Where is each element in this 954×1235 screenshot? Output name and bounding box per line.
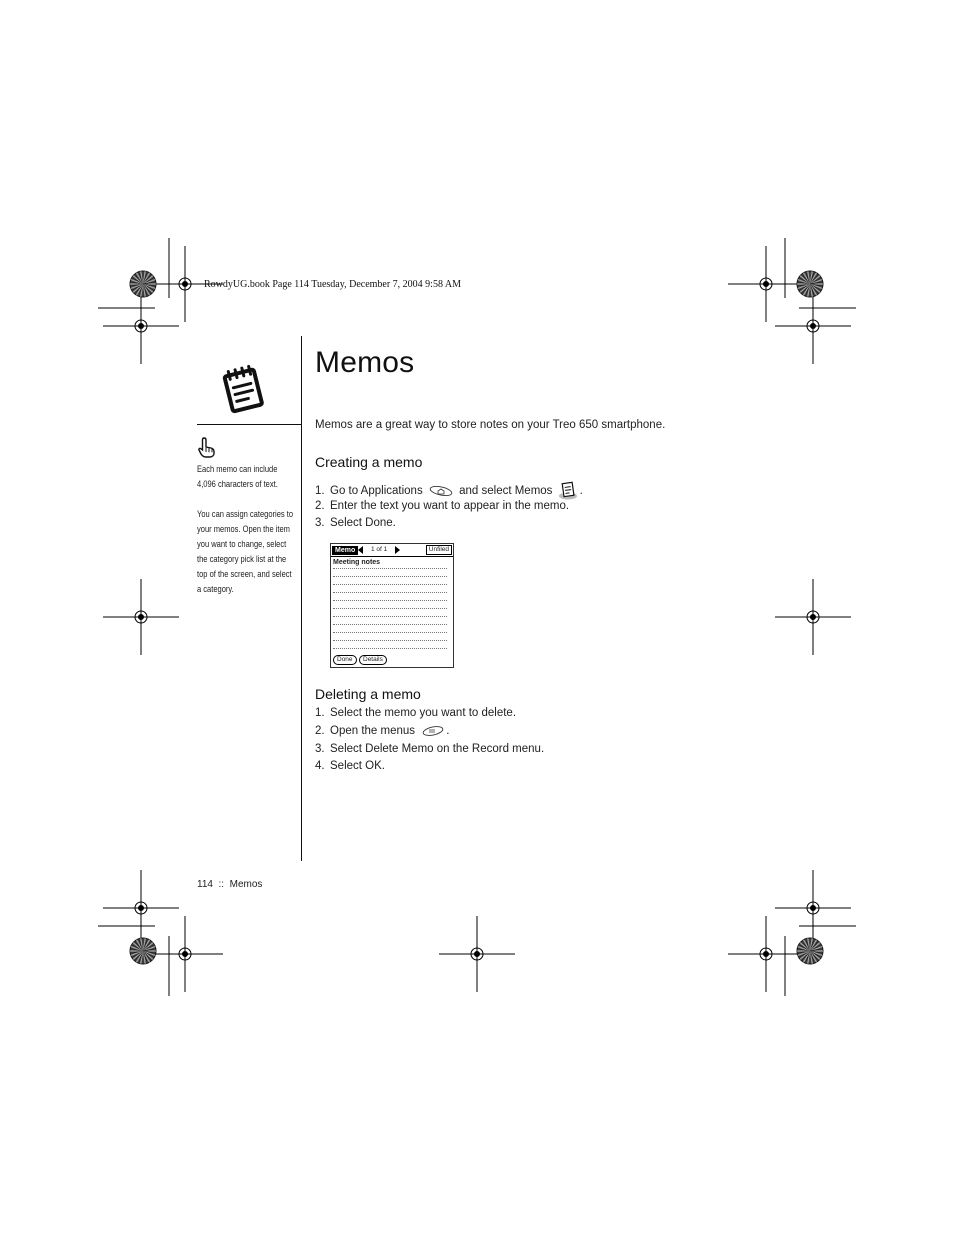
memo-tab: Memo (332, 546, 358, 555)
print-header: RowdyUG.book Page 114 Tuesday, December 7, 2004 9:58 AM (204, 279, 462, 290)
memo-line (333, 624, 447, 625)
registration-target (775, 288, 851, 364)
page-title: Memos (315, 346, 415, 379)
memo-pager: 1 of 1 (371, 546, 388, 553)
list-item: 3. Select Delete Memo on the Record menu. (315, 743, 545, 755)
memo-line (333, 576, 447, 577)
page-number: 114 (197, 879, 213, 890)
memo-line (333, 592, 447, 593)
pointing-hand-icon (198, 436, 216, 458)
prev-arrow-icon (358, 546, 364, 554)
list-item: 2. Enter the text you want to appear in the memo. (315, 500, 570, 512)
memo-line (333, 600, 447, 601)
memo-line (333, 648, 447, 649)
menu-button-icon (421, 725, 445, 737)
section-heading-deleting: Deleting a memo (315, 686, 421, 702)
registration-target (728, 246, 804, 322)
memo-line (333, 608, 447, 609)
registration-target (147, 916, 223, 992)
memo-heading: Meeting notes (333, 559, 381, 566)
list-item: 1. Select the memo you want to delete. (315, 707, 517, 719)
memo-screen-illustration (330, 543, 454, 668)
registration-target (103, 870, 179, 946)
sidebar-tip-1: Each memo can include 4,096 characters of text. (197, 464, 278, 489)
screen-rule (331, 556, 453, 557)
list-item: 2. Open the menus . (315, 725, 450, 738)
registration-target (103, 579, 179, 655)
sidebar-tip-2: You can assign categories to your memos. Open the item you want to change, select the category pick list at the top of the screen, and select a category. (197, 509, 294, 594)
memo-line (333, 640, 447, 641)
applications-button-icon (428, 485, 454, 497)
sidebar-rule (197, 424, 301, 425)
done-button: Done (333, 655, 357, 665)
footer-separator: :: (218, 879, 225, 890)
memo-line (333, 632, 447, 633)
memo-line (333, 616, 447, 617)
intro-paragraph: Memos are a great way to store notes on your Treo 650 smartphone. (315, 419, 666, 431)
starburst-mark (130, 271, 156, 297)
list-item: 3. Select Done. (315, 517, 396, 529)
footer-section: Memos (229, 879, 263, 890)
category-picker: Unfiled (426, 545, 452, 555)
column-divider (301, 336, 302, 861)
registration-target (775, 870, 851, 946)
next-arrow-icon (395, 546, 401, 554)
starburst-mark (797, 271, 823, 297)
section-heading-creating: Creating a memo (315, 454, 423, 470)
registration-target (728, 916, 804, 992)
memos-app-icon (557, 481, 579, 501)
starburst-mark (797, 938, 823, 964)
list-item: 1. Go to Applications and select Memos . (315, 481, 583, 501)
memo-line (333, 584, 447, 585)
registration-target (775, 579, 851, 655)
registration-target (439, 916, 515, 992)
details-button: Details (359, 655, 387, 665)
starburst-mark (130, 938, 156, 964)
list-item: 4. Select OK. (315, 760, 385, 772)
memo-line (333, 568, 447, 569)
registration-target (103, 288, 179, 364)
page-footer (197, 879, 262, 890)
notepad-icon (222, 364, 268, 414)
